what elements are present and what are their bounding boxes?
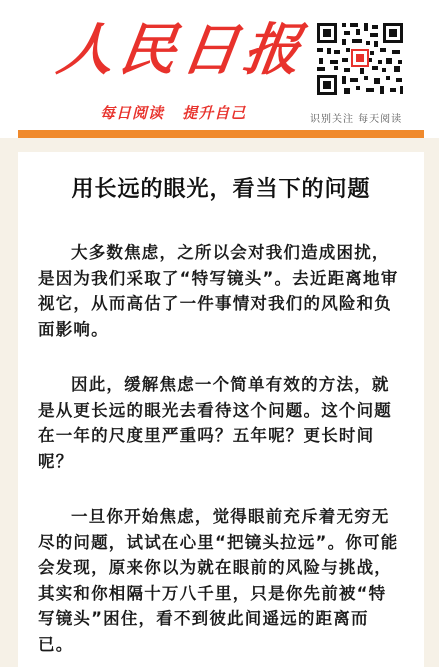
slogan [100, 102, 258, 123]
qr-code-icon[interactable] [314, 20, 406, 98]
article-paragraph-3: 一旦你开始焦虑，觉得眼前充斥着无穷无尽的问题，试试在心里“把镜头拉远”。你可能会发现，原来你以为就在眼前的风险与挑战，其实和你相隔十万八千里，只是你先前被“特写镜头”困住，看不到彼此间遥远的距离而已。 [38, 507, 399, 654]
masthead-logo: 人民日报 [53, 17, 311, 83]
header [0, 0, 439, 138]
follow-caption: 识别关注 每天阅读 [310, 114, 403, 125]
article-card [18, 152, 424, 667]
article-paragraph-2: 因此，缓解焦虑一个简单有效的方法，就是从更长远的眼光去看待这个问题。这个问题在一年的尺度里严重吗？五年呢？更长时间呢？ [38, 375, 392, 471]
slogan-left: 每日阅读 [100, 104, 165, 122]
slogan-right: 提升自己 [182, 104, 247, 122]
header-divider-bar [18, 130, 424, 138]
article-title: 用长远的眼光，看当下的问题 [71, 177, 371, 202]
article-paragraph-1: 大多数焦虑，之所以会对我们造成困扰，是因为我们采取了“特写镜头”。去近距离地审视它，从而高估了一件事情对我们的风险和负面影响。 [38, 243, 399, 339]
